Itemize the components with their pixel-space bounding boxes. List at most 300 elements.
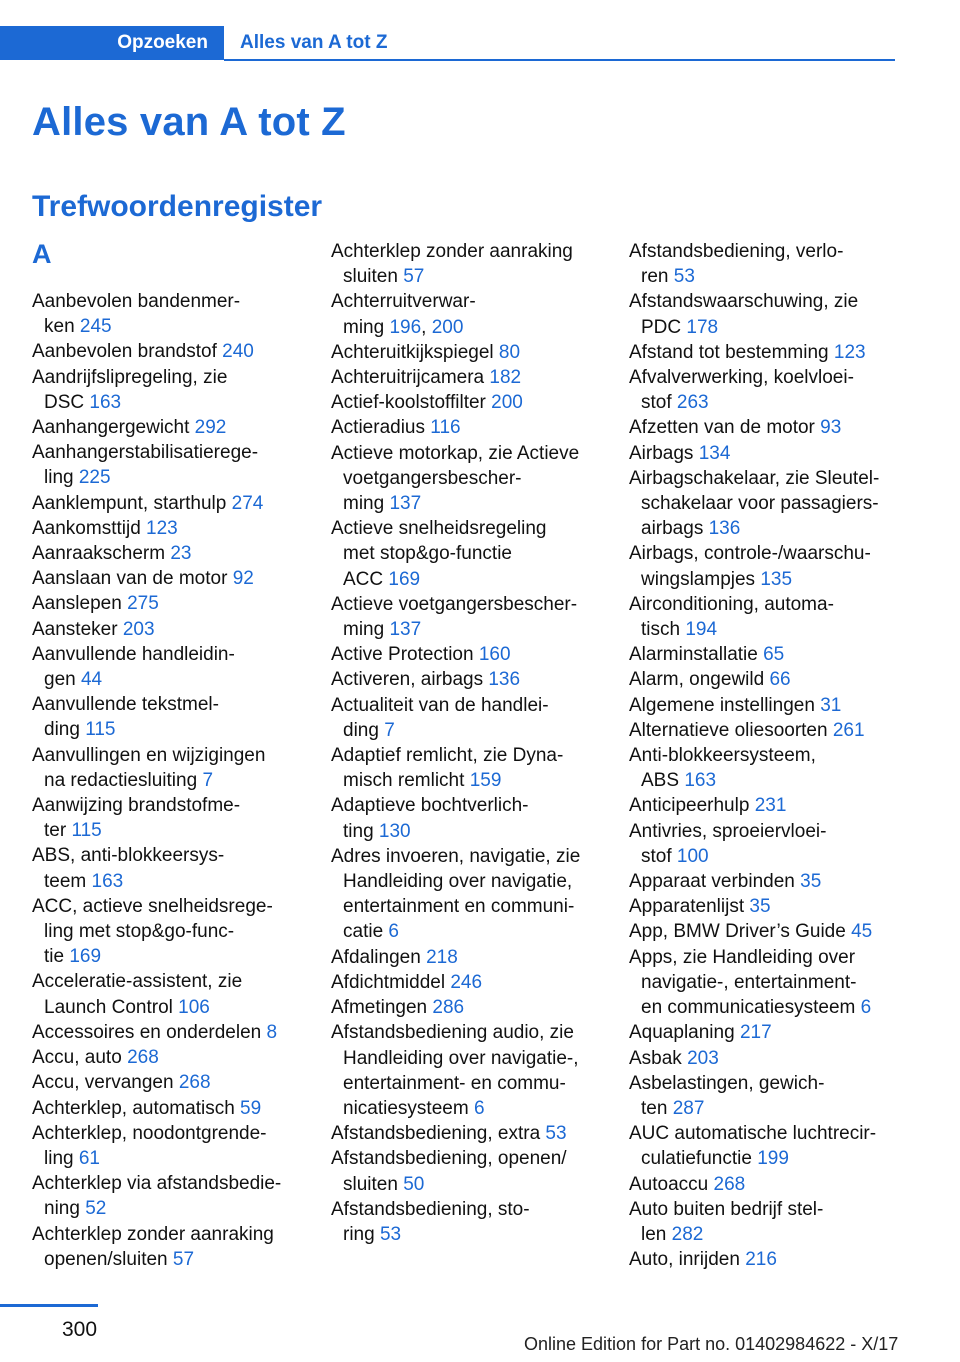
index-entry: [629, 869, 929, 894]
index-entry: [32, 541, 322, 566]
entry-text: ding: [44, 719, 86, 741]
entry-text: ter: [44, 820, 72, 842]
index-entry: [629, 340, 929, 365]
index-entry: [629, 1046, 929, 1071]
entry-text-line: [32, 566, 322, 591]
index-entry: [331, 1121, 611, 1146]
entry-text-line: Airconditioning, automa-: [629, 593, 834, 615]
entry-text: Alternatieve oliesoorten: [629, 719, 833, 741]
entry-text-line: [44, 390, 322, 415]
entry-text-line: [629, 667, 929, 692]
page-link[interactable]: 261: [832, 719, 865, 741]
page-link[interactable]: 231: [754, 795, 787, 817]
entry-text: sluiten: [343, 1173, 404, 1195]
entry-text-line: Aanwijzing brandstofme-: [32, 795, 241, 817]
page-link[interactable]: 93: [820, 417, 842, 439]
page-link[interactable]: 203: [687, 1047, 719, 1069]
entry-text: teem: [44, 870, 92, 892]
index-entry: [331, 642, 611, 667]
entry-text: Actief-koolstoffilter: [331, 392, 492, 414]
index-entry: [32, 1222, 322, 1272]
index-entry: [32, 642, 322, 692]
index-entry: [32, 591, 322, 616]
page-link[interactable]: 66: [769, 669, 791, 691]
entry-text: tisch: [641, 619, 686, 641]
page-link[interactable]: 135: [760, 568, 793, 590]
entry-text-line: [44, 995, 322, 1020]
entry-text: sluiten: [343, 266, 404, 288]
entry-text: DSC: [44, 391, 90, 413]
page-link[interactable]: 169: [69, 946, 102, 968]
page-link[interactable]: 246: [450, 971, 483, 993]
page-link[interactable]: 35: [800, 871, 822, 893]
page-link[interactable]: 115: [85, 719, 116, 741]
index-entry: [32, 617, 322, 642]
entry-text: wingslampjes: [641, 568, 761, 590]
entry-text-line: schakelaar voor passagiers-: [641, 493, 879, 515]
index-entry: [32, 289, 322, 339]
tab-current-label: Alles van A tot Z: [240, 32, 388, 53]
entry-text: Apparatenlijst: [629, 896, 750, 918]
entry-text-line: Airbags, controle-/waarschu-: [629, 543, 871, 565]
entry-text-line: [343, 491, 611, 516]
index-entry: [629, 592, 929, 642]
page-link[interactable]: 163: [684, 770, 717, 792]
entry-text-line: [641, 995, 929, 1020]
entry-text-line: [629, 793, 929, 818]
entry-text-line: AUC automatische luchtrecir-: [629, 1123, 877, 1145]
entry-text: Launch Control: [44, 996, 179, 1018]
entry-text-line: [629, 441, 929, 466]
index-entry: [331, 1197, 611, 1247]
entry-text: Aansteker: [32, 618, 123, 640]
entry-text-line: [44, 1146, 322, 1171]
index-entry: [629, 1197, 929, 1247]
entry-text-line: [32, 1096, 322, 1121]
entry-text: Afdichtmiddel: [331, 971, 451, 993]
index-entry: [629, 1247, 929, 1272]
page-link[interactable]: 137: [389, 493, 422, 515]
entry-text-line: [32, 415, 322, 440]
page-link[interactable]: 218: [426, 946, 458, 968]
index-entry: [629, 1020, 929, 1045]
entry-text: Achterklep, automatisch: [32, 1097, 241, 1119]
index-entry: [32, 1020, 322, 1045]
entry-text: airbags: [641, 518, 709, 540]
page-link[interactable]: 245: [79, 316, 112, 338]
page-link[interactable]: 52: [85, 1198, 107, 1220]
entry-text: Aanhangergewicht: [32, 417, 195, 439]
page-link[interactable]: 50: [403, 1173, 425, 1195]
entry-text-line: Achterklep via afstandsbedie-: [32, 1173, 282, 1195]
index-entry: [629, 642, 929, 667]
index-entry: [629, 466, 929, 542]
entry-text-line: [331, 642, 611, 667]
page-link[interactable]: 45: [851, 921, 873, 943]
page-link[interactable]: 292: [194, 417, 227, 439]
page-link[interactable]: 7: [202, 769, 214, 791]
entry-text-line: Handleiding over navigatie-,: [343, 1047, 579, 1069]
page-link[interactable]: 123: [833, 341, 866, 363]
entry-text-line: [641, 516, 929, 541]
entry-text: na redactiesluiting: [44, 769, 203, 791]
index-entry: [629, 1071, 929, 1121]
entry-text-line: [44, 818, 322, 843]
entry-text-line: Apps, zie Handleiding over: [629, 946, 856, 968]
page-link[interactable]: 268: [713, 1173, 746, 1195]
index-entry: [32, 1096, 322, 1121]
entry-text-line: Adaptieve bochtverlich-: [331, 795, 529, 817]
page-link[interactable]: 6: [860, 997, 872, 1019]
page-link[interactable]: 8: [266, 1021, 278, 1043]
index-column-2: [331, 239, 611, 1247]
entry-text-line: Anti-blokkeersysteem,: [629, 745, 816, 767]
index-entry: [331, 365, 611, 390]
index-entry: [32, 743, 322, 793]
entry-text-line: [629, 1020, 929, 1045]
page-link[interactable]: 57: [172, 1248, 195, 1270]
page-link[interactable]: 23: [170, 543, 192, 565]
page-link[interactable]: 275: [127, 593, 159, 615]
page-link[interactable]: 163: [91, 870, 124, 892]
entry-text: Afdalingen: [331, 946, 427, 968]
page-link[interactable]: 194: [685, 619, 718, 641]
index-entry: [331, 844, 611, 945]
index-entry: [629, 365, 929, 415]
entry-text-line: Auto buiten bedrijf stel-: [629, 1198, 824, 1220]
entry-text-line: [629, 869, 929, 894]
entry-text: catie: [343, 921, 389, 943]
page-link[interactable]: 182: [489, 367, 522, 389]
entry-text: Aanklempunt, starthulp: [32, 492, 232, 514]
entry-text-line: Achterklep zonder aanraking: [331, 241, 573, 262]
index-entry: [32, 793, 322, 843]
entry-text-line: Aanbevolen bandenmer-: [32, 291, 241, 312]
index-entry: [32, 566, 322, 591]
entry-text-line: Afstandswaarschuwing, zie: [629, 291, 859, 313]
entry-text: ACC: [343, 568, 389, 590]
page-link[interactable]: 80: [498, 341, 521, 363]
page-link[interactable]: 115: [71, 820, 102, 842]
entry-text: tie: [44, 946, 70, 968]
entry-text-line: [343, 1222, 611, 1247]
entry-text: ken: [44, 316, 80, 338]
entry-text-line: [331, 970, 611, 995]
entry-text-line: [44, 717, 322, 742]
index-letter: A: [32, 239, 52, 269]
entry-text-line: Achterklep, noodontgrende-: [32, 1122, 267, 1144]
entry-text-line: [641, 1146, 929, 1171]
page-link[interactable]: 53: [379, 1223, 402, 1245]
entry-text-line: Actieve snelheidsregeling: [331, 518, 547, 540]
page-link[interactable]: 31: [820, 694, 842, 716]
entry-text-line: [44, 314, 322, 339]
page-link[interactable]: 159: [469, 770, 502, 792]
entry-text: Achteruitkijkspiegel: [331, 341, 499, 363]
entry-text-line: [331, 365, 611, 390]
entry-text-line: [641, 390, 929, 415]
entry-text: ning: [44, 1198, 86, 1220]
page-number: 300: [62, 1318, 98, 1341]
entry-text-line: [32, 591, 322, 616]
entry-text-line: [343, 617, 611, 642]
tab-alles-van-a-tot-z[interactable]: [240, 26, 387, 60]
index-entry: [629, 441, 929, 466]
entry-text: Activeren, airbags: [331, 669, 489, 691]
header-bar: [0, 26, 895, 62]
entry-text: misch remlicht: [343, 770, 470, 792]
entry-text-line: [343, 567, 611, 592]
index-entry: [331, 516, 611, 592]
index-entry: [629, 894, 929, 919]
entry-text-line: entertainment- en commu-: [343, 1072, 566, 1094]
entry-text-line: Achterklep zonder aanraking: [32, 1223, 274, 1245]
entry-text-line: [44, 1247, 322, 1272]
entry-text-line: Afstandsbediening, openen/: [331, 1148, 567, 1170]
page-link[interactable]: 217: [739, 1022, 772, 1044]
entry-text-line: [32, 541, 322, 566]
entry-text: Afmetingen: [331, 997, 433, 1019]
entry-text-line: [32, 1070, 322, 1095]
entry-text-line: [44, 869, 322, 894]
page-link[interactable]: 134: [698, 442, 731, 464]
index-entry: [331, 592, 611, 642]
entry-text-line: Aanvullende handleidin-: [32, 643, 235, 665]
page-link[interactable]: 137: [389, 619, 422, 641]
index-entry: [331, 289, 611, 339]
page-link[interactable]: 196: [389, 316, 422, 338]
entry-text-line: [641, 1222, 929, 1247]
entry-text-line: [331, 995, 611, 1020]
entry-text-line: [331, 1121, 611, 1146]
index-entry: [331, 239, 611, 289]
index-entry: [629, 718, 929, 743]
index-entry: [32, 491, 322, 516]
entry-text: PDC: [641, 316, 687, 338]
entry-text: Asbak: [629, 1047, 688, 1069]
footer-accent-line: [0, 1304, 98, 1307]
entry-text-line: [641, 315, 929, 340]
entry-text: Aanraakscherm: [32, 543, 171, 565]
index-entry: [32, 440, 322, 490]
entry-text: ren: [641, 266, 674, 288]
entry-text: ming: [343, 493, 390, 515]
entry-text-line: [629, 894, 929, 919]
entry-text: Alarm, ongewild: [629, 669, 770, 691]
tab-opzoeken[interactable]: [0, 26, 224, 60]
index-entry: [629, 793, 929, 818]
entry-text: Achteruitrijcamera: [331, 367, 490, 389]
entry-text-line: [44, 768, 322, 793]
entry-text-line: [629, 340, 929, 365]
entry-text: nicatiesysteem: [343, 1097, 474, 1119]
page-link[interactable]: 44: [80, 669, 103, 691]
index-entry: [331, 743, 611, 793]
page-link[interactable]: 65: [763, 644, 785, 666]
entry-text-line: [32, 516, 322, 541]
page-link[interactable]: 282: [671, 1223, 704, 1245]
index-entry: [331, 667, 611, 692]
entry-text-line: [641, 768, 929, 793]
index-entry: [32, 516, 322, 541]
page-link[interactable]: 53: [545, 1123, 567, 1145]
page-link[interactable]: 178: [686, 316, 719, 338]
index-entry: [32, 894, 322, 970]
entry-text: Aquaplaning: [629, 1022, 740, 1044]
entry-text-line: [44, 667, 322, 692]
entry-text-line: [44, 465, 322, 490]
entry-text-line: [343, 768, 611, 793]
page-link[interactable]: 160: [478, 644, 511, 666]
entry-text: openen/sluiten: [44, 1248, 173, 1270]
entry-text-line: navigatie-, entertainment-: [641, 971, 857, 993]
index-entry: [32, 365, 322, 415]
entry-text: Afstand tot bestemming: [629, 341, 834, 363]
entry-text-line: Asbelastingen, gewich-: [629, 1072, 825, 1094]
entry-text-line: Aandrijfslipregeling, zie: [32, 366, 228, 388]
entry-text-line: Afstandsbediening, verlo-: [629, 241, 844, 262]
entry-text: Auto, inrijden: [629, 1249, 746, 1271]
page-link[interactable]: 268: [178, 1072, 211, 1094]
entry-text: Anticipeerhulp: [629, 795, 755, 817]
entry-text-line: Aanvullingen en wijzigingen: [32, 744, 266, 766]
index-entry: [629, 289, 929, 339]
page-link[interactable]: 287: [672, 1097, 705, 1119]
page-link[interactable]: 268: [127, 1047, 159, 1069]
page-link[interactable]: 200: [491, 392, 523, 414]
entry-text-line: Aanhangerstabilisatierege-: [32, 442, 259, 464]
entry-text: Accu, auto: [32, 1047, 128, 1069]
entry-text-line: ling met stop&go-func-: [44, 921, 235, 943]
index-entry: [32, 1070, 322, 1095]
entry-text-line: [32, 617, 322, 642]
entry-text: ming: [343, 619, 390, 641]
page-link[interactable]: 123: [146, 517, 178, 539]
page-link[interactable]: 92: [232, 568, 254, 590]
entry-text-line: [641, 567, 929, 592]
index-entry: [32, 1121, 322, 1171]
entry-text-line: [44, 1196, 322, 1221]
entry-text-line: [629, 1046, 929, 1071]
page-link[interactable]: 106: [178, 996, 210, 1018]
entry-text: gen: [44, 669, 81, 691]
page-link[interactable]: 225: [78, 467, 111, 489]
entry-text-line: [331, 945, 611, 970]
entry-text: Airbags: [629, 442, 699, 464]
entry-text-line: Actieve voetgangersbescher-: [331, 593, 578, 615]
entry-text: ding: [343, 719, 385, 741]
index-entry: [331, 1146, 611, 1196]
page-link[interactable]: 216: [745, 1249, 777, 1271]
index-entry: [331, 945, 611, 970]
page-link[interactable]: 263: [676, 392, 709, 414]
entry-text-line: [44, 944, 322, 969]
index-entry: [331, 340, 611, 365]
edition-note: Online Edition for Part no. 01402984622 - X/17: [524, 1334, 899, 1354]
page-link[interactable]: 274: [231, 492, 264, 514]
page-link[interactable]: 136: [488, 669, 521, 691]
page-link[interactable]: 286: [432, 997, 465, 1019]
section-title: Trefwoordenregister: [32, 190, 323, 223]
header-divider: [224, 59, 895, 61]
page-link[interactable]: 35: [749, 896, 771, 918]
entry-text-line: [629, 718, 929, 743]
page-link[interactable]: 199: [757, 1148, 789, 1170]
entry-text: Aanbevolen brandstof: [32, 341, 223, 363]
entry-text-line: Afstandsbediening audio, zie: [331, 1022, 574, 1044]
page-link[interactable]: 200: [431, 316, 464, 338]
index-entry: [32, 339, 322, 364]
entry-text-line: [331, 340, 611, 365]
entry-text-line: Aanvullende tekstmel-: [32, 694, 219, 716]
entry-text-line: [641, 1096, 929, 1121]
entry-text: Actieradius: [331, 417, 431, 439]
entry-text: culatiefunctie: [641, 1148, 758, 1170]
entry-text-line: [32, 1020, 322, 1045]
entry-text-line: entertainment en communi-: [343, 896, 575, 918]
entry-text: en communicatiesysteem: [641, 997, 861, 1019]
index-entry: [629, 1172, 929, 1197]
entry-text-line: met stop&go-functie: [343, 543, 512, 565]
page-link[interactable]: 53: [673, 266, 695, 288]
entry-text: Accu, vervangen: [32, 1072, 179, 1094]
entry-text: Accessoires en onderdelen: [32, 1021, 267, 1043]
index-entry: [331, 693, 611, 743]
entry-text-line: [343, 1096, 611, 1121]
page-link[interactable]: 136: [708, 518, 741, 540]
page-link[interactable]: 6: [473, 1097, 485, 1119]
entry-text-line: Airbagschakelaar, zie Sleutel-: [629, 467, 880, 489]
index-entry: [32, 843, 322, 893]
entry-text-line: [343, 1172, 611, 1197]
entry-text-line: Actualiteit van de handlei-: [331, 694, 549, 716]
index-entry: [32, 1171, 322, 1221]
entry-text-line: Adaptief remlicht, zie Dyna-: [331, 745, 564, 767]
entry-text-line: ACC, actieve snelheidsrege-: [32, 895, 273, 917]
index-entry: [629, 743, 929, 793]
entry-text-line: [331, 415, 611, 440]
entry-text-line: [629, 642, 929, 667]
index-entry: [331, 793, 611, 843]
entry-text: Autoaccu: [629, 1173, 714, 1195]
page-link[interactable]: 61: [78, 1147, 100, 1169]
page-link[interactable]: 240: [222, 341, 254, 363]
page-link[interactable]: 59: [240, 1097, 262, 1119]
entry-text-line: ABS, anti-blokkeersys-: [32, 845, 225, 867]
index-entry: [32, 969, 322, 1019]
entry-text: ten: [641, 1097, 673, 1119]
entry-text-line: Afstandsbediening, sto-: [331, 1198, 530, 1220]
index-column-3: [629, 239, 929, 1272]
page-link[interactable]: 7: [384, 719, 395, 741]
entry-text: Afstandsbediening, extra: [331, 1123, 546, 1145]
entry-text-line: [343, 718, 611, 743]
page-link[interactable]: 203: [122, 618, 155, 640]
entry-text: Aankomsttijd: [32, 517, 147, 539]
page-link[interactable]: 100: [676, 845, 709, 867]
index-entry: [629, 693, 929, 718]
entry-text-line: [641, 844, 929, 869]
page-link[interactable]: 6: [388, 921, 399, 943]
page-link[interactable]: 130: [378, 820, 411, 842]
page-link[interactable]: 169: [388, 568, 421, 590]
entry-text: Active Protection: [331, 644, 479, 666]
index-entry: [331, 1020, 611, 1121]
page-link[interactable]: 57: [403, 266, 425, 288]
page-link[interactable]: 163: [89, 391, 122, 413]
entry-text: Aanslepen: [32, 593, 128, 615]
page-link[interactable]: 116: [430, 417, 461, 439]
